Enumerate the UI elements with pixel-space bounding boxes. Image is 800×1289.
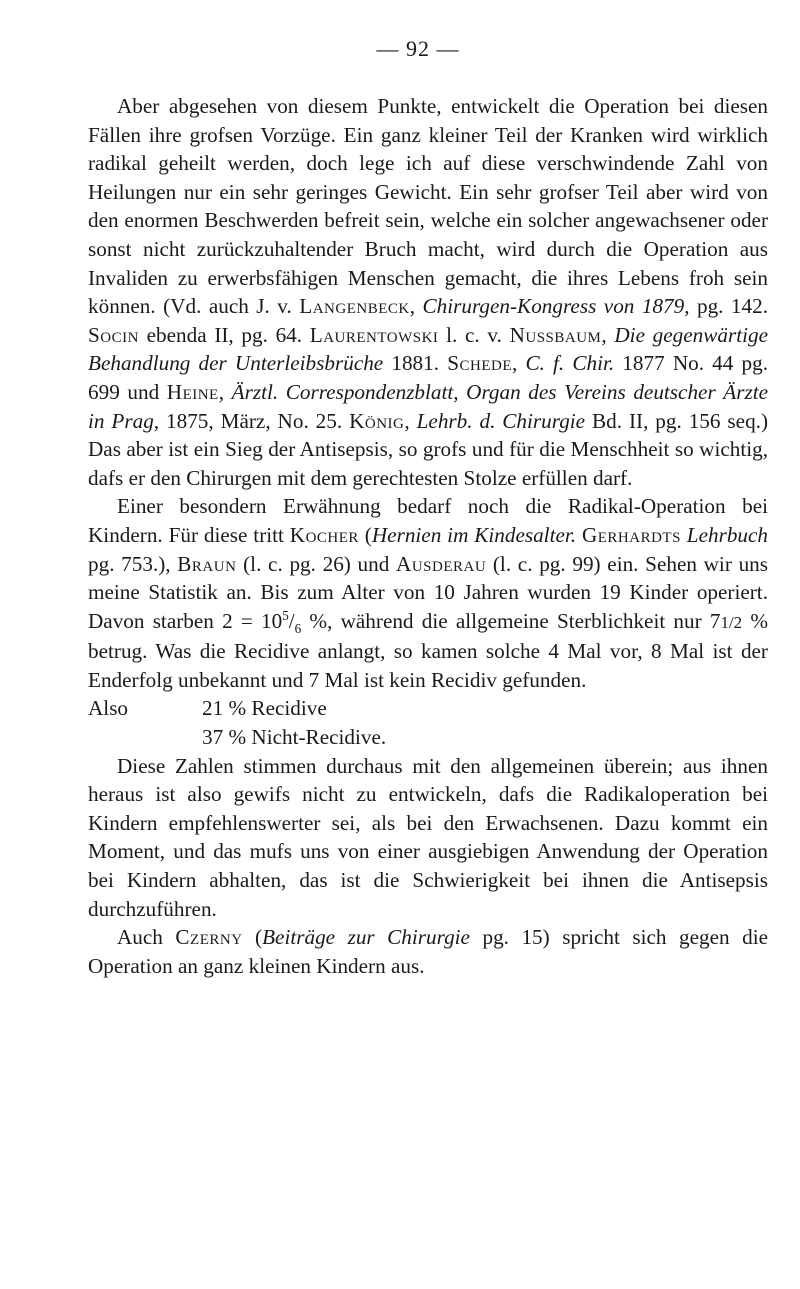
title-unterleibsbrueche: Die gegenwärtige Behandlung der Unterleibsbrüche: [88, 322, 768, 376]
list-label: Also: [88, 696, 129, 721]
statistics-text: % betrug. Was die Recidive anlangt, so kamen solche 4 Mal vor, 8 Mal ist der Enderfolg unbekannt und 7 Mal ist kein Recidiv gefunden.: [88, 608, 769, 692]
separator: ,: [409, 294, 423, 319]
author-czerny: Czerny: [175, 925, 243, 950]
statistics-text: (l. c. pg. 99) ein. Sehen wir uns meine Statistik an. Bis zum Alter von 10 Jahren wurden 19 Kinder operiert. Davon starben 2 = 10: [88, 551, 768, 633]
paragraph-4: [88, 923, 768, 980]
citation-text: , pg. 142.: [684, 294, 769, 319]
title-c-f-chir: C. f. Chir.: [525, 351, 615, 376]
paragraph-4-text: Auch: [117, 925, 176, 950]
paragraph-1: [88, 92, 768, 492]
paragraph-2: Einer besondern Erwähnung bedarf noch die Radikal-Operation bei Kindern. Für diese tritt Kocher (Hernien im Kindesalter. Gerhardts Lehrbuch pg. 753.), Braun (l. c. pg. 26) und Ausderau (l. c. pg. 99) ein. Sehen wir uns meine Statistik an. Bis zum Alter von 10 Jahren wurden 19 Kinder operiert. Davon starben $2 = 10^5/_6$ %, während die allgemeine Sterblichkeit nur 71/2 % betrug. Was die Recidive anlangt, so kamen solche 4 Mal vor, 8 Mal ist der Enderfolg unbekannt und 7 Mal ist kein Recidiv gefunden.: [88, 494, 769, 692]
separator: ,: [601, 322, 615, 347]
author-koenig: König: [349, 408, 405, 433]
citation-text: (l. c. pg. 26) und: [236, 551, 397, 576]
paragraph-1-ending: Bd. II, pg. 156 seq.) Das aber ist ein Sieg der Antisepsis, so grofs und für die Menschheit so wichtig, dafs er den Chirurgen mit dem gerechtesten Stolze erfüllen darf.: [88, 408, 769, 490]
paragraph-4-ending: pg. 15) spricht sich gegen die Operation an ganz kleinen Kindern aus.: [88, 925, 768, 978]
fraction-denominator: 6: [294, 620, 302, 636]
title-chirurgen-kongress: Chirurgen-Kongress von 1879: [422, 294, 685, 319]
separator: ,: [404, 408, 417, 433]
paragraph-2-text: Einer besondern Erwähnung bedarf noch die Radikal-Operation bei Kindern. Für diese tritt: [88, 494, 768, 547]
separator: (: [242, 925, 263, 950]
title-beitraege-chirurgie: Beiträge zur Chirurgie: [262, 925, 470, 950]
author-heine: Heine: [166, 379, 219, 404]
title-hernien-kindesalter: Hernien im Kindesalter.: [371, 522, 577, 547]
fraction-half: 1/2: [720, 612, 743, 632]
author-socin: Socin: [88, 322, 139, 347]
statistics-text: %, während die allgemeine Sterblichkeit nur 7: [301, 608, 721, 633]
paragraph-3: Diese Zahlen stimmen durchaus mit den allgemeinen überein; aus ihnen heraus ist also gewifs nicht zu entwickeln, dafs die Radikaloperation bei Kindern empfehlenswerter sei, als bei den Erwachsenen. Dazu kommt ein Moment, und das mufs uns von einer ausgiebigen Anwendung der Operation bei Kindern abhalten, das ist die Schwierigkeit bei ihnen die Antisepsis durchzuführen.: [88, 753, 768, 921]
fraction-numerator: 5: [282, 607, 289, 623]
author-gerhardts: Gerhardts: [581, 522, 681, 547]
author-nussbaum: Nussbaum: [509, 322, 602, 347]
author-langenbeck: Langenbeck: [299, 294, 410, 319]
recidive-value: 21 % Recidive: [202, 696, 327, 721]
citation-text: pg. 753.),: [88, 551, 178, 576]
author-ausderau: Ausderau: [396, 551, 487, 576]
title-lehrbuch: Lehrbuch: [686, 522, 769, 547]
separator: ,: [218, 379, 232, 404]
author-kocher: Kocher: [289, 522, 359, 547]
citation-text: 1881.: [383, 351, 448, 376]
citation-text: 1877 No. 44 pg. 699 und: [88, 351, 768, 404]
citation-text: ebenda II, pg. 64.: [138, 322, 310, 347]
paragraph-1-text: Aber abgesehen von diesem Punkte, entwickelt die Operation bei diesen Fällen ihre grofsen Vorzüge. Ein ganz kleiner Teil der Kranken wird wirklich radikal geheilt werden, doch lege ich auf diese verschwindende Zahl von Heilungen nur ein sehr geringes Gewicht. Ein sehr grofser Teil aber wird von den enormen Beschwerden befreit sein, welche ein solcher angewachsener oder sonst nicht zurückzuhaltender Bruch macht, wird durch die Operation aus Invaliden zu erwerbsfähigen Menschen gemacht, die ihres Lebens froh sein können. (Vd. auch J. v.: [88, 94, 768, 319]
list-line-recidive: [88, 694, 768, 723]
author-laurentowski: Laurentowski: [309, 322, 439, 347]
title-correspondenzblatt: Ärztl. Correspondenzblatt, Organ des Vereins deutscher Ärzte in Prag,: [88, 379, 769, 433]
author-schede: Schede: [447, 351, 512, 376]
separator: ,: [511, 351, 526, 376]
citation-text: l. c. v.: [438, 322, 510, 347]
nicht-recidive-value: 37 % Nicht-Recidive.: [202, 725, 387, 750]
list-line-nicht-recidive: [88, 723, 768, 752]
title-lehrb-chirurgie: Lehrb. d. Chirurgie: [416, 408, 586, 433]
author-braun: Braun: [177, 551, 237, 576]
document-page: [88, 36, 768, 980]
page-number: — 92 —: [376, 36, 460, 61]
separator: (: [358, 522, 372, 547]
citation-text: 1875, März, No. 25.: [159, 408, 350, 433]
